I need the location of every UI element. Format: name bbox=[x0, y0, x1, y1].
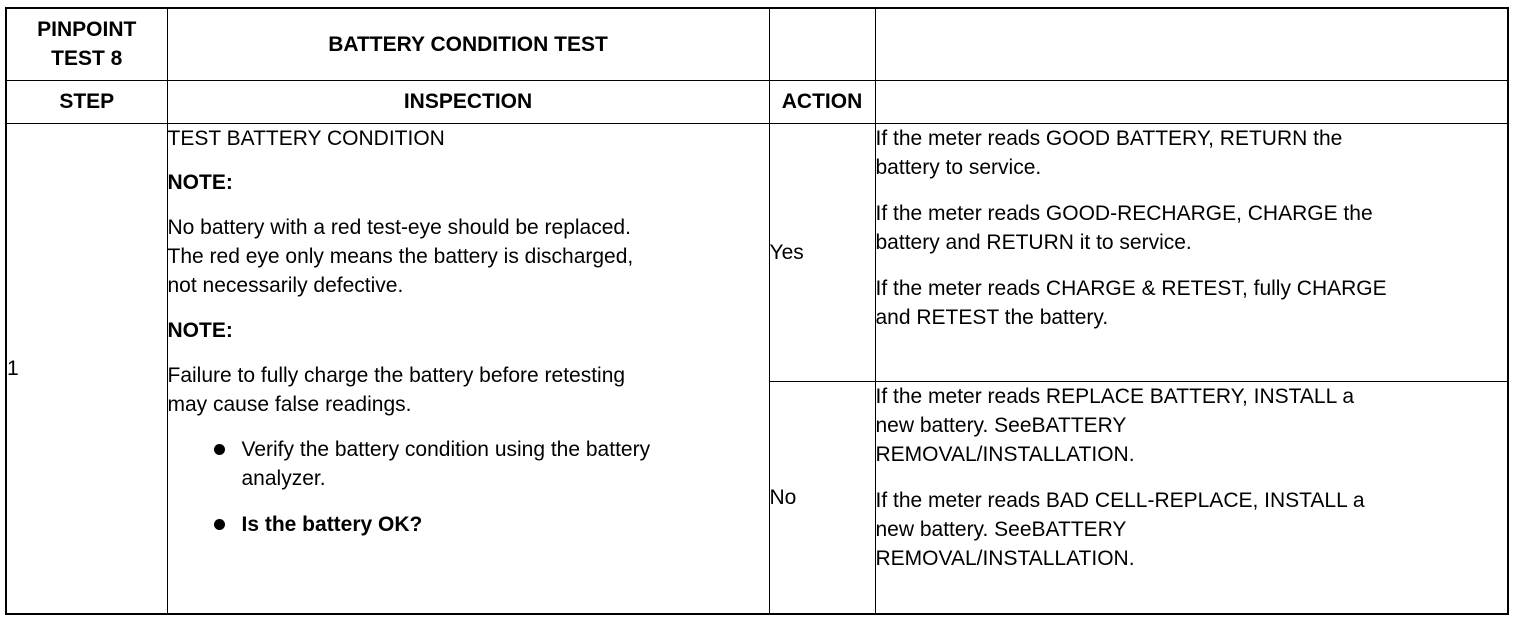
result-line: and RETEST the battery. bbox=[875, 305, 1109, 329]
result-line: If the meter reads GOOD BATTERY, RETURN the bbox=[875, 126, 1343, 150]
note-text-line: The red eye only means the battery is discharged, bbox=[167, 244, 634, 268]
column-header-action: ACTION bbox=[769, 80, 875, 123]
test-number-label: TEST 8 bbox=[51, 47, 123, 71]
column-header-inspection: INSPECTION bbox=[167, 80, 769, 123]
result-line: REMOVAL/INSTALLATION. bbox=[875, 442, 1135, 466]
bullet-question-text: Is the battery OK? bbox=[241, 512, 423, 536]
note-text-line: Failure to fully charge the battery before retesting bbox=[167, 363, 626, 387]
column-header-blank bbox=[875, 80, 1508, 123]
note-label-2: NOTE: bbox=[167, 318, 233, 342]
note-text-line: No battery with a red test-eye should be replaced. bbox=[167, 215, 631, 239]
result-line: new battery. SeeBATTERY bbox=[875, 517, 1127, 541]
note-text-line: not necessarily defective. bbox=[167, 273, 404, 297]
inspection-bullets bbox=[168, 435, 769, 539]
action-yes-label: Yes bbox=[769, 123, 875, 381]
result-paragraph bbox=[876, 382, 1508, 469]
step-row-yes bbox=[6, 123, 1508, 381]
bullet-text-line: analyzer. bbox=[241, 466, 326, 490]
title-row bbox=[6, 8, 1508, 80]
result-line: new battery. SeeBATTERY bbox=[875, 413, 1127, 437]
note-text-2 bbox=[168, 361, 769, 419]
test-title: BATTERY CONDITION TEST bbox=[167, 8, 769, 80]
pinpoint-label: PINPOINT bbox=[37, 18, 137, 42]
pinpoint-test-document bbox=[5, 7, 1507, 613]
action-yes-results bbox=[875, 123, 1508, 381]
result-line: If the meter reads GOOD-RECHARGE, CHARGE the bbox=[875, 201, 1373, 225]
column-header-step: STEP bbox=[6, 80, 167, 123]
result-line: REMOVAL/INSTALLATION. bbox=[875, 546, 1135, 570]
result-line: If the meter reads REPLACE BATTERY, INSTALL a bbox=[875, 384, 1355, 408]
result-line: battery to service. bbox=[875, 155, 1042, 179]
column-header-row bbox=[6, 80, 1508, 123]
step-number: 1 bbox=[6, 123, 167, 614]
inspection-title: TEST BATTERY CONDITION bbox=[167, 126, 445, 150]
result-line: battery and RETURN it to service. bbox=[875, 230, 1192, 254]
action-no-results bbox=[875, 381, 1508, 614]
result-line: If the meter reads BAD CELL-REPLACE, INSTALL a bbox=[875, 488, 1365, 512]
note-text-line: may cause false readings. bbox=[167, 392, 412, 416]
bullet-dot-icon bbox=[214, 444, 225, 455]
inspection-cell bbox=[167, 123, 769, 614]
result-line: If the meter reads CHARGE & RETEST, fully CHARGE bbox=[875, 276, 1387, 300]
bullet-text-line: Verify the battery condition using the battery bbox=[241, 437, 651, 461]
result-paragraph bbox=[876, 199, 1508, 257]
note-text bbox=[168, 213, 769, 300]
bullet-dot-icon bbox=[214, 519, 225, 530]
action-no-label: No bbox=[769, 381, 875, 614]
bullet-item-question bbox=[210, 510, 769, 539]
result-paragraph bbox=[876, 124, 1508, 182]
note-label: NOTE: bbox=[167, 170, 233, 194]
bullet-item bbox=[210, 435, 769, 493]
pinpoint-test-table bbox=[5, 7, 1509, 615]
title-blank-cell bbox=[769, 8, 875, 80]
pinpoint-test-number bbox=[6, 8, 167, 80]
result-paragraph bbox=[876, 486, 1508, 573]
title-blank-cell-2 bbox=[875, 8, 1508, 80]
result-paragraph bbox=[876, 274, 1508, 332]
